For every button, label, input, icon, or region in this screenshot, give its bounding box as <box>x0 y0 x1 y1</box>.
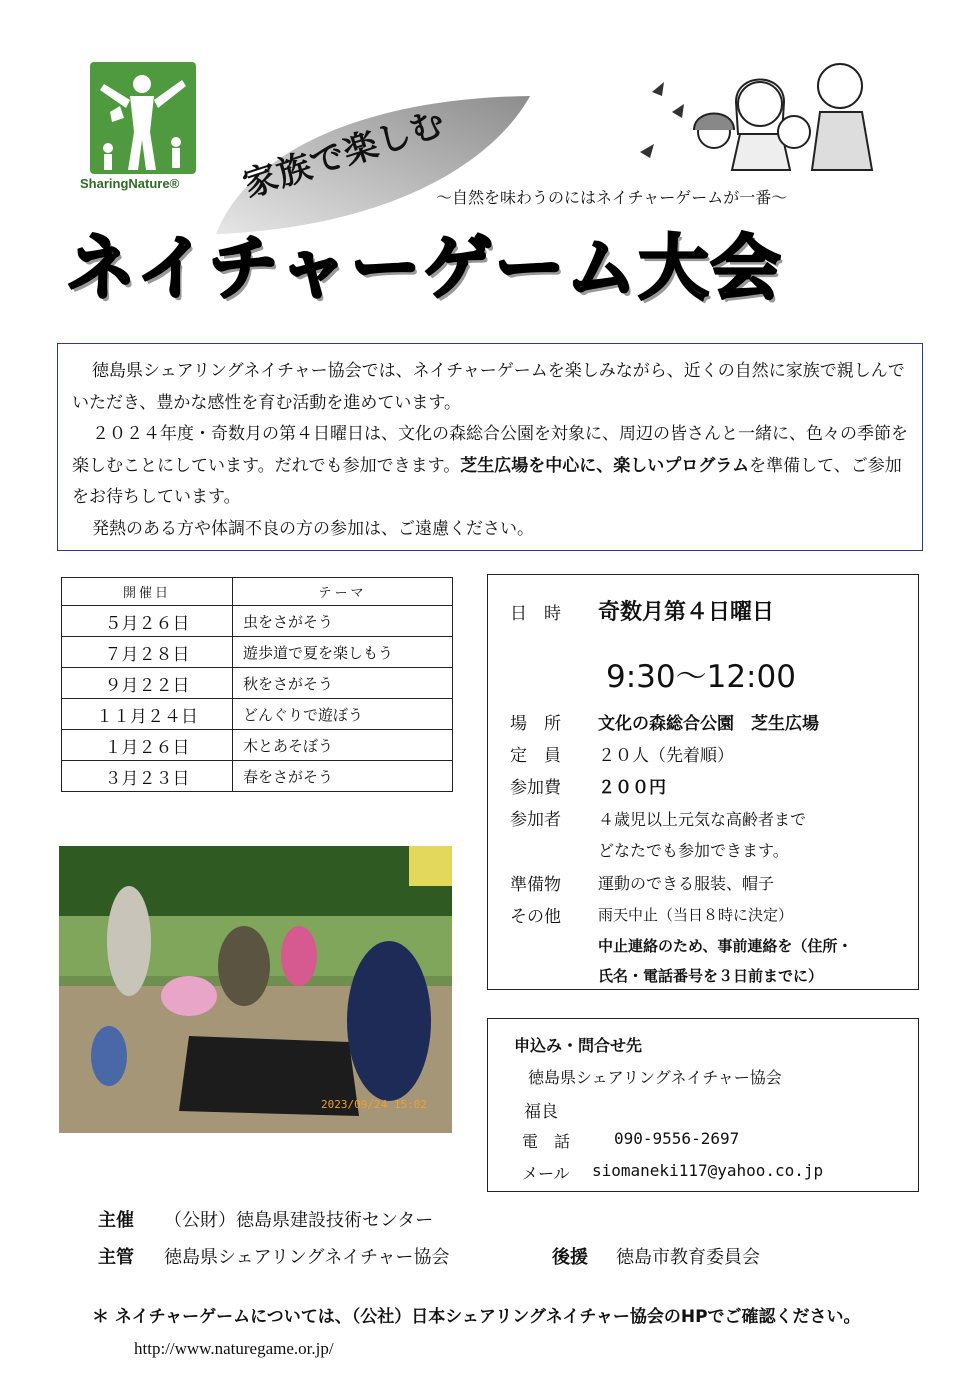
mail-label: メール <box>522 1164 570 1183</box>
participants-value-2: どなたでも参加できます。 <box>598 841 789 860</box>
phone-value: 090-9556-2697 <box>614 1129 740 1148</box>
table-row: ７月２８日 遊歩道で夏を楽しもう <box>62 637 453 668</box>
sharing-nature-logo <box>90 62 196 174</box>
datetime-label: 日 時 <box>510 604 561 624</box>
organizer-label: 主管 <box>98 1247 134 1268</box>
time-value: 9:30〜12:00 <box>606 659 796 695</box>
intro-paragraph-2: ２０２４年度・奇数月の第４日曜日は、文化の森総合公園を対象に、周辺の皆さんと一緒に、色々の季節を楽しむことにしています。だれでも参加できます。芝生広場を中心に、楽しいプログラムを準備して、ご参加をお待ちしています。 <box>72 424 908 507</box>
place-label: 場 所 <box>510 714 561 734</box>
mail-value: siomaneki117@yahoo.co.jp <box>592 1161 824 1180</box>
support-label: 後援 <box>552 1247 588 1268</box>
organizer-value: 徳島県シェアリングネイチャー協会 <box>164 1247 450 1268</box>
family-illustration <box>632 52 878 172</box>
intro-paragraph-1: 徳島県シェアリングネイチャー協会では、ネイチャーゲームを楽しみながら、近くの自然に家族で親しんでいただき、豊かな感性を育む活動を進めています。 <box>72 361 905 413</box>
contact-heading: 申込み・問合せ先 <box>514 1036 643 1055</box>
other-label: その他 <box>510 907 561 927</box>
event-info-box <box>487 574 919 990</box>
footer-note: ＊ ネイチャーゲームについては、（公社）日本シェアリングネイチャー協会のHPでご確認ください。 <box>92 1307 861 1327</box>
place-value: 文化の森総合公園 芝生広場 <box>598 714 819 734</box>
photo-timestamp: 2023/09/24 15:02 <box>321 1098 427 1111</box>
header-date: 開催日 <box>62 578 233 606</box>
other-value-2: 中止連絡のため、事前連絡を（住所・ <box>598 937 853 955</box>
table-row: ９月２２日 秋をさがそう <box>62 668 453 699</box>
subtitle: 〜自然を味わうのにはネイチャーゲームが一番〜 <box>436 188 788 207</box>
participants-label: 参加者 <box>510 810 561 830</box>
tagline: 家族で楽しむ <box>238 102 451 206</box>
fee-label: 参加費 <box>510 778 561 798</box>
header-theme: テーマ <box>233 578 453 606</box>
phone-label: 電 話 <box>522 1132 571 1151</box>
intro-paragraph-3: 発熱のある方や体調不良の方の参加は、ご遠慮ください。 <box>92 518 534 539</box>
schedule-table <box>61 577 453 792</box>
other-value-3: 氏名・電話番号を３日前までに） <box>598 967 824 985</box>
contact-person: 福良 <box>524 1102 558 1122</box>
table-row: １１月２４日 どんぐりで遊ぼう <box>62 699 453 730</box>
intro-box <box>57 343 923 551</box>
participants-value-1: ４歳児以上元気な高齢者まで <box>598 810 807 829</box>
host-value: （公財）徳島県建設技術センター <box>164 1210 434 1231</box>
page-title: ネイチャーゲーム大会 <box>66 227 783 309</box>
table-row: ３月２３日 春をさがそう <box>62 761 453 792</box>
fee-value: ２００円 <box>598 778 666 798</box>
table-header-row <box>62 578 453 606</box>
items-value: 運動のできる服装、帽子 <box>598 874 775 893</box>
support-value: 徳島市教育委員会 <box>616 1247 760 1268</box>
contact-org: 徳島県シェアリングネイチャー協会 <box>528 1068 782 1087</box>
table-row: ５月２６日 虫をさがそう <box>62 606 453 637</box>
footer-url[interactable]: http://www.naturegame.or.jp/ <box>134 1339 334 1358</box>
items-label: 準備物 <box>510 875 561 895</box>
event-photo <box>59 846 452 1133</box>
other-value-1: 雨天中止（当日８時に決定） <box>598 906 794 924</box>
host-label: 主催 <box>98 1210 134 1231</box>
datetime-value: 奇数月第４日曜日 <box>598 600 775 625</box>
capacity-value: ２０人（先着順） <box>598 746 734 766</box>
logo-text: SharingNature® <box>80 176 180 191</box>
contact-box <box>487 1018 919 1192</box>
capacity-label: 定 員 <box>510 746 561 766</box>
table-row: １月２６日 木とあそぼう <box>62 730 453 761</box>
